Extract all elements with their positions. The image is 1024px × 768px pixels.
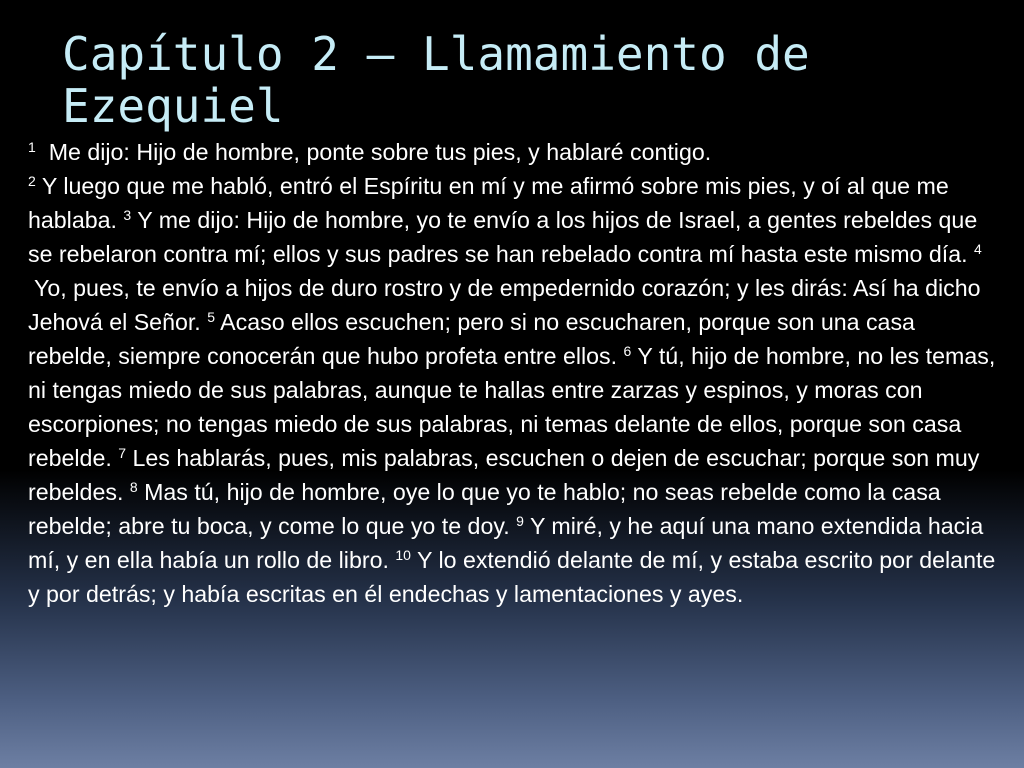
verse-number: 1 xyxy=(28,139,36,155)
slide-title: Capítulo 2 – Llamamiento de Ezequiel xyxy=(62,27,810,133)
verse-text: Yo, pues, te envío a hijos de duro rostro y de empedernido corazón; y les dirás: Así ha dicho Jehová el Señor. xyxy=(28,275,981,335)
verse-number: 9 xyxy=(516,513,524,529)
verse-number: 10 xyxy=(395,547,411,563)
verse-number: 4 xyxy=(974,241,982,257)
verse-separator xyxy=(36,139,49,165)
verse-number: 2 xyxy=(28,173,36,189)
verse-text: Me dijo: Hijo de hombre, ponte sobre tus pies, y hablaré contigo. xyxy=(48,139,712,165)
verse-text: Acaso ellos escuchen; pero si no escucharen, porque son una casa rebelde, siempre conocerán que hubo profeta entre ellos. xyxy=(28,309,915,369)
verse-text: Y miré, y he aquí una mano extendida hacia mí, y en ella había un rollo de libro. xyxy=(28,513,984,573)
verse-text: Y tú, hijo de hombre, no les temas, ni tengas miedo de sus palabras, aunque te hallas entre zarzas y espinos, y moras con escorpiones; no tengas miedo de sus palabras, ni temas delante de ellos, porque son casa rebelde. xyxy=(28,343,996,471)
verse-number: 6 xyxy=(623,343,632,359)
verse-number: 3 xyxy=(123,207,132,223)
verse-number: 5 xyxy=(207,309,215,325)
verse-text: Les hablarás, pues, mis palabras, escuchen o dejen de escuchar; porque son muy rebeldes. xyxy=(28,445,980,505)
verse-text: Y me dijo: Hijo de hombre, yo te envío a los hijos de Israel, a gentes rebeldes que se rebelaron contra mí; ellos y sus padres se han rebelado contra mí hasta este mismo día. xyxy=(28,207,978,267)
verse-number: 8 xyxy=(129,479,138,495)
verse-text: Y lo extendió delante de mí, y estaba escrito por delante y por detrás; y había escritas en él endechas y lamentaciones y ayes. xyxy=(28,547,996,607)
verse-text: Mas tú, hijo de hombre, oye lo que yo te hablo; no seas rebelde como la casa rebelde; abre tu boca, y come lo que yo te doy. xyxy=(28,479,941,539)
verse-number: 7 xyxy=(118,445,127,461)
slide-body xyxy=(28,135,1003,611)
verse-text: Y luego que me habló, entró el Espíritu en mí y me afirmó sobre mis pies, y oí al que me hablaba. xyxy=(28,173,949,233)
